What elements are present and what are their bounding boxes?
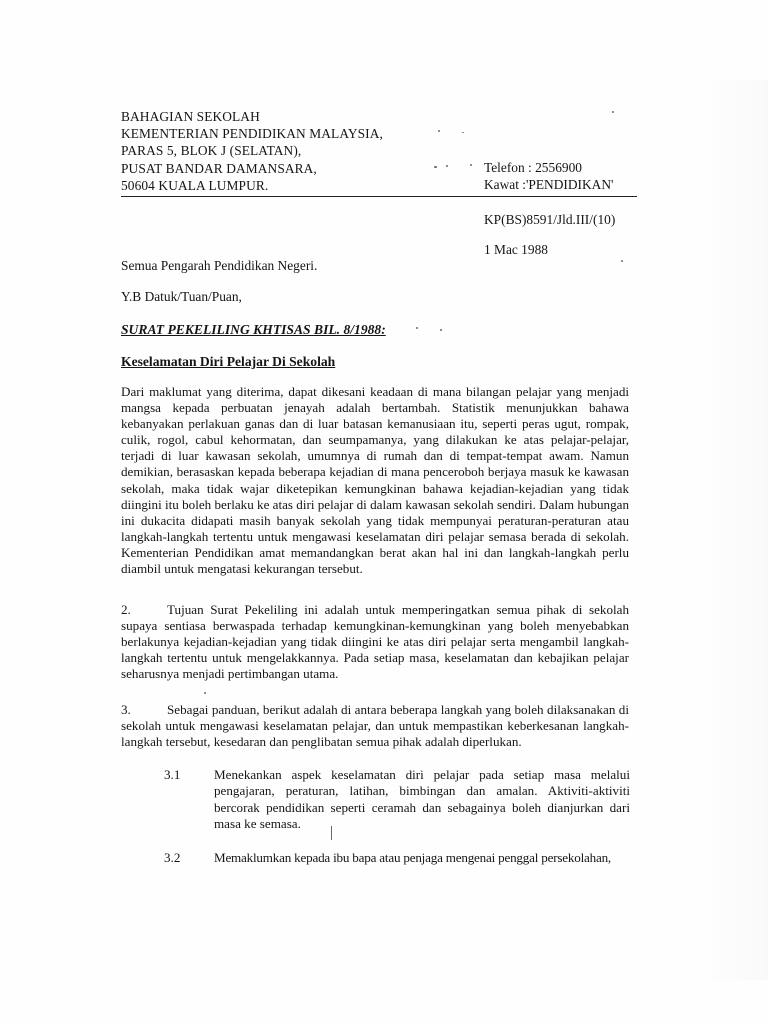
paragraph-number: 2. (121, 602, 131, 617)
scan-speck (462, 132, 464, 133)
paragraph-2 (121, 602, 629, 682)
telegraph-address: Kawat :'PENDIDIKAN' (484, 177, 614, 193)
letterhead-line: BAHAGIAN SEKOLAH (121, 109, 260, 124)
paragraph-text: Sebagai panduan, berikut adalah di antara beberapa langkah yang boleh dilaksanakan di sekolah untuk mengawasi keselamatan pelajar, dan untuk mempastikan keberkesanan langkah-langkah tersebut, kesedaran dan penglibatan semua pihak adalah diperlukan. (121, 702, 629, 750)
scan-shading (700, 80, 768, 980)
telephone-number: Telefon : 2556900 (484, 160, 582, 175)
subject-heading: Keselamatan Diri Pelajar Di Sekolah (121, 354, 336, 369)
letterhead-line: PARAS 5, BLOK J (SELATAN), (121, 143, 302, 159)
paragraph-3 (121, 702, 629, 750)
letterhead-line: 50604 KUALA LUMPUR. (121, 177, 269, 193)
recipient-line: Semua Pengarah Pendidikan Negeri. (121, 258, 318, 273)
circular-title: SURAT PEKELILING KHTISAS BIL. 8/1988: (121, 322, 386, 337)
reference-number: KP(BS)8591/Jld.III/(10) (484, 212, 616, 227)
paragraph-text: Tujuan Surat Pekeliling ini adalah untuk memperingatkan semua pihak di sekolah supaya sentiasa berwaspada terhadap kemungkinan-kemungkinan yang boleh menyebabkan berlakunya kejadian-kejadian yang tidak diingini ke atas diri pelajar serta mengambil langkah-langkah tertentu untuk mengelakkannya. Pada setiap masa, keselamatan dan kebajikan pelajar seharusnya menjadi pertimbangan utama. (121, 602, 629, 682)
scan-speck (612, 111, 614, 113)
subitem-text: Menekankan aspek keselamatan diri pelajar pada setiap masa melalui pengajaran, peraturan, latihan, bimbingan dan amalan. Aktiviti-aktiviti bercorak pendidikan seperti ceramah dan sebagainya boleh dianjurkan dari masa ke semasa. (214, 767, 630, 831)
subitem-number: 3.1 (164, 767, 181, 782)
letter-date: 1 Mac 1988 (484, 242, 548, 257)
scan-speck (416, 327, 418, 329)
scan-speck (621, 260, 623, 262)
scan-speck (331, 826, 332, 840)
scan-speck (440, 329, 442, 331)
salutation: Y.B Datuk/Tuan/Puan, (121, 289, 242, 304)
scan-speck (470, 164, 472, 166)
subitem-text: Memaklumkan kepada ibu bapa atau penjaga mengenai penggal persekolahan, (214, 850, 612, 865)
contact-block (484, 159, 613, 193)
scan-speck (446, 165, 448, 167)
paragraph-number: 3. (121, 702, 131, 717)
subitem-3-2 (164, 850, 630, 866)
scan-speck (434, 166, 437, 168)
intro-paragraph: Dari maklumat yang diterima, dapat dikesani keadaan di mana bilangan pelajar yang menjadi mangsa kepada perbuatan jenayah adalah bertambah. Statistik menunjukkan bahawa kebanyakan perlakuan ganas dan di luar batasan kemanusiaan itu, seperti peras ugut, rompak, culik, rogol, cabul kehormatan, dan seumpamanya, yang dilakukan ke atas pelajar-pelajar, terjadi di luar kawasan sekolah, umumnya di rumah dan di tempat-tempat awam. Namun demikian, berasaskan kepada beberapa kejadian di mana penceroboh berjaya masuk ke kawasan sekolah, maka tidak wajar diketepikan kemungkinan bahawa kejadian-kejadian yang tidak diingini itu boleh berlaku ke atas diri pelajar di dalam kawasan sekolah sendiri. Dalam hubungan ini dukacita didapati masih banyak sekolah yang tidak mempunyai peraturan-peraturan atau langkah-langkah tertentu untuk mengawasi keselamatan diri pelajar semasa berada di sekolah. Kementerian Pendidikan amat memandangkan berat akan hal ini dan langkah-langkah perlu diambil untuk mengatasi kekurangan tersebut. (121, 384, 629, 577)
scan-speck (204, 692, 206, 694)
subitem-3-1 (164, 767, 630, 832)
letterhead-line: KEMENTERIAN PENDIDIKAN MALAYSIA, (121, 126, 383, 142)
scan-speck (438, 130, 440, 132)
subitem-number: 3.2 (164, 850, 181, 865)
letterhead-address (121, 108, 383, 194)
letterhead-line: PUSAT BANDAR DAMANSARA, (121, 160, 317, 176)
letterhead-divider (121, 196, 637, 197)
